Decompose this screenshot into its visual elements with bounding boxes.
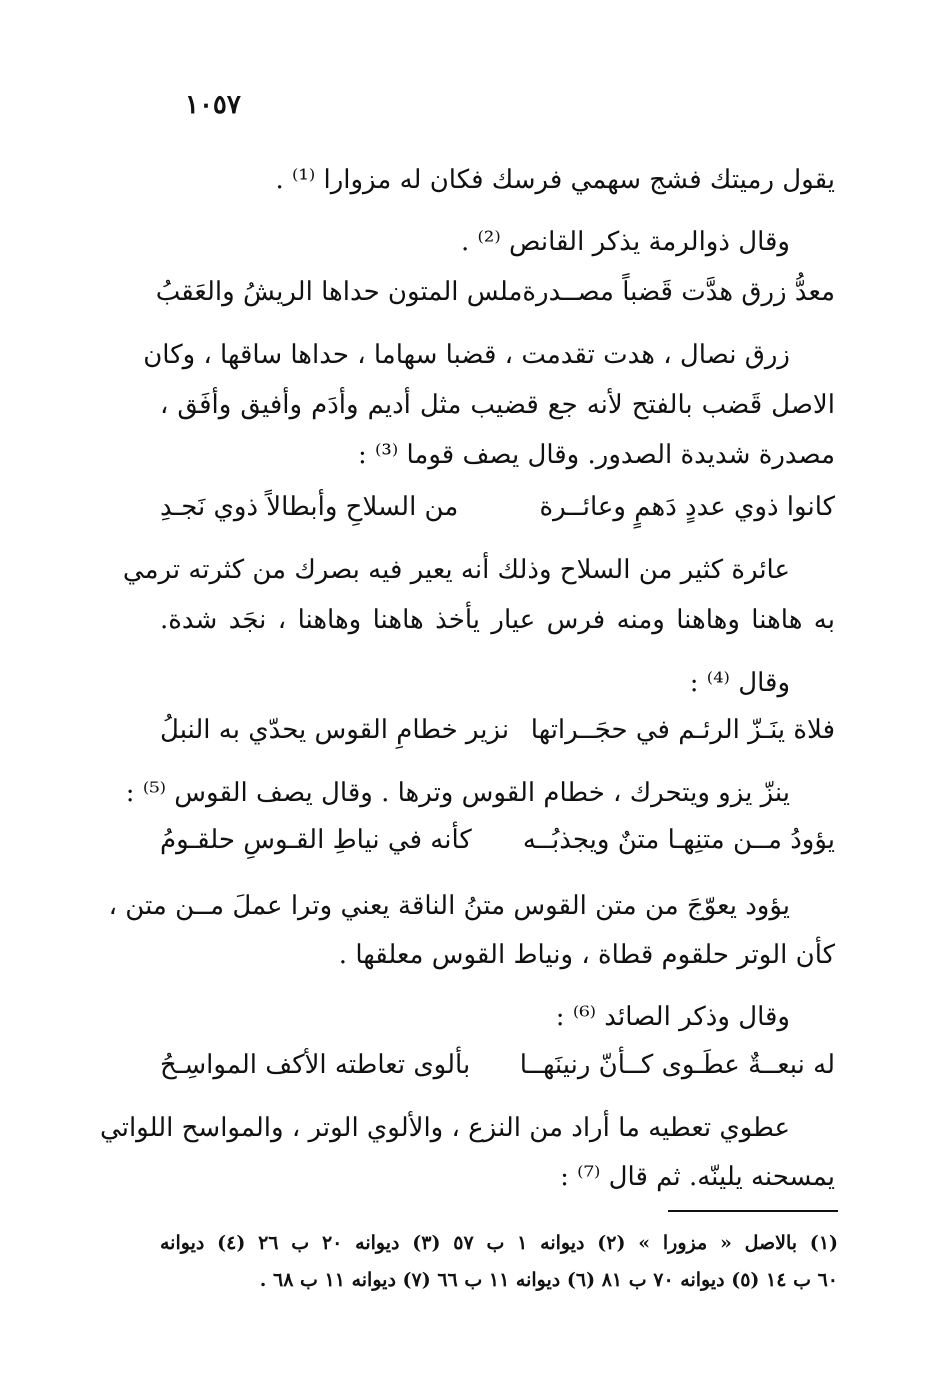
verse-line: [160, 820, 835, 860]
body-line: يؤود يعوّجَ من متن القوس متنُ الناقة يعني وترا عملَ مــن متن ،: [108, 891, 790, 921]
body-line: به هاهنا وهاهنا ومنه فرس عيار يأخذ هاهنا وهاهنا ، نجَد شدة.: [160, 605, 835, 635]
verse-hemistich-first: كانوا ذوي عددٍ دَهمٍ وعائــرة: [539, 492, 835, 522]
verse-hemistich-second: من السلاحِ وأبطالاً ذوي نَجـدِ: [160, 492, 459, 522]
footnote-divider: [668, 1210, 838, 1212]
body-line: يمسحنه يلينّه. ثم قال ⁽⁷⁾ :: [560, 1162, 835, 1192]
page-number: ١٠٥٧: [185, 90, 241, 120]
verse-hemistich-first: معدُّ زرق هدَّت قَضباً مصــدرة: [522, 277, 835, 307]
verse-line: [155, 272, 835, 312]
verse-line: [160, 1045, 835, 1085]
verse-hemistich-second: ملس المتون حداها الريشُ والعَقبُ: [155, 277, 523, 307]
verse-hemistich-first: يؤودُ مــن متنِهـا متنٌ ويجذبُــه: [522, 825, 835, 855]
verse-hemistich-second: كأنه في نياطِ القـوسِ حلقـومُ: [160, 825, 472, 855]
body-line: عائرة كثير من السلاح وذلك أنه يعير فيه بصرك من كثرته ترمي: [122, 555, 790, 585]
body-line: يقول رميتك فشج سهمي فرسك فكان له مزوارا ⁽¹⁾ .: [275, 165, 835, 195]
body-line: وقال ذوالرمة يذكر القانص ⁽²⁾ .: [460, 227, 790, 257]
body-line: وقال ⁽⁴⁾ :: [689, 668, 790, 698]
verse-hemistich-first: له نبعــةٌ عطَـوى كــأنّ رنينَهــا: [519, 1050, 835, 1080]
body-line: ينزّ يزو ويتحرك ، خطام القوس وترها . وقال يصف القوس ⁽⁵⁾ :: [125, 778, 790, 808]
body-line: زرق نصال ، هدت تقدمت ، قضبا سهاما ، حداها ساقها ، وكان: [143, 340, 790, 370]
body-line: مصدرة شديدة الصدور. وقال يصف قوما ⁽³⁾ :: [358, 440, 835, 470]
verse-hemistich-first: فلاة ينَـزّ الرئـم في حجَــراتها: [530, 715, 835, 745]
verse-line: [160, 487, 835, 527]
body-line: عطوي تعطيه ما أراد من النزع ، والألوي الوتر ، والمواسح اللواتي: [100, 1113, 790, 1143]
body-line: كأن الوتر حلقوم قطاة ، ونياط القوس معلقها .: [338, 940, 835, 970]
verse-hemistich-second: نزير خطامِ القوس يحدّي به النبلُ: [160, 715, 510, 745]
verse-line: [160, 710, 835, 750]
footnote-line: (١) بالاصل « مزورا » (٢) ديوانه ١ ب ٥٧ (٣) ديوانه ٢٠ ب ٢٦ (٤) ديوانه: [160, 1232, 839, 1254]
footnote-line: ٦٠ ب ١٤ (٥) ديوانه ٧٠ ب ٨١ (٦) ديوانه ١١ ب ٦٦ (٧) ديوانه ١١ ب ٦٨ .: [259, 1269, 838, 1291]
body-line: الاصل قَضب بالفتح لأنه جع قضيب مثل أديم وأدَم وأفيق وأفَق ،: [160, 390, 835, 420]
body-line: وقال وذكر الصائد ⁽⁶⁾ :: [555, 1002, 790, 1032]
verse-hemistich-second: بألوى تعاطته الأكف المواسِـحُ: [160, 1050, 471, 1080]
